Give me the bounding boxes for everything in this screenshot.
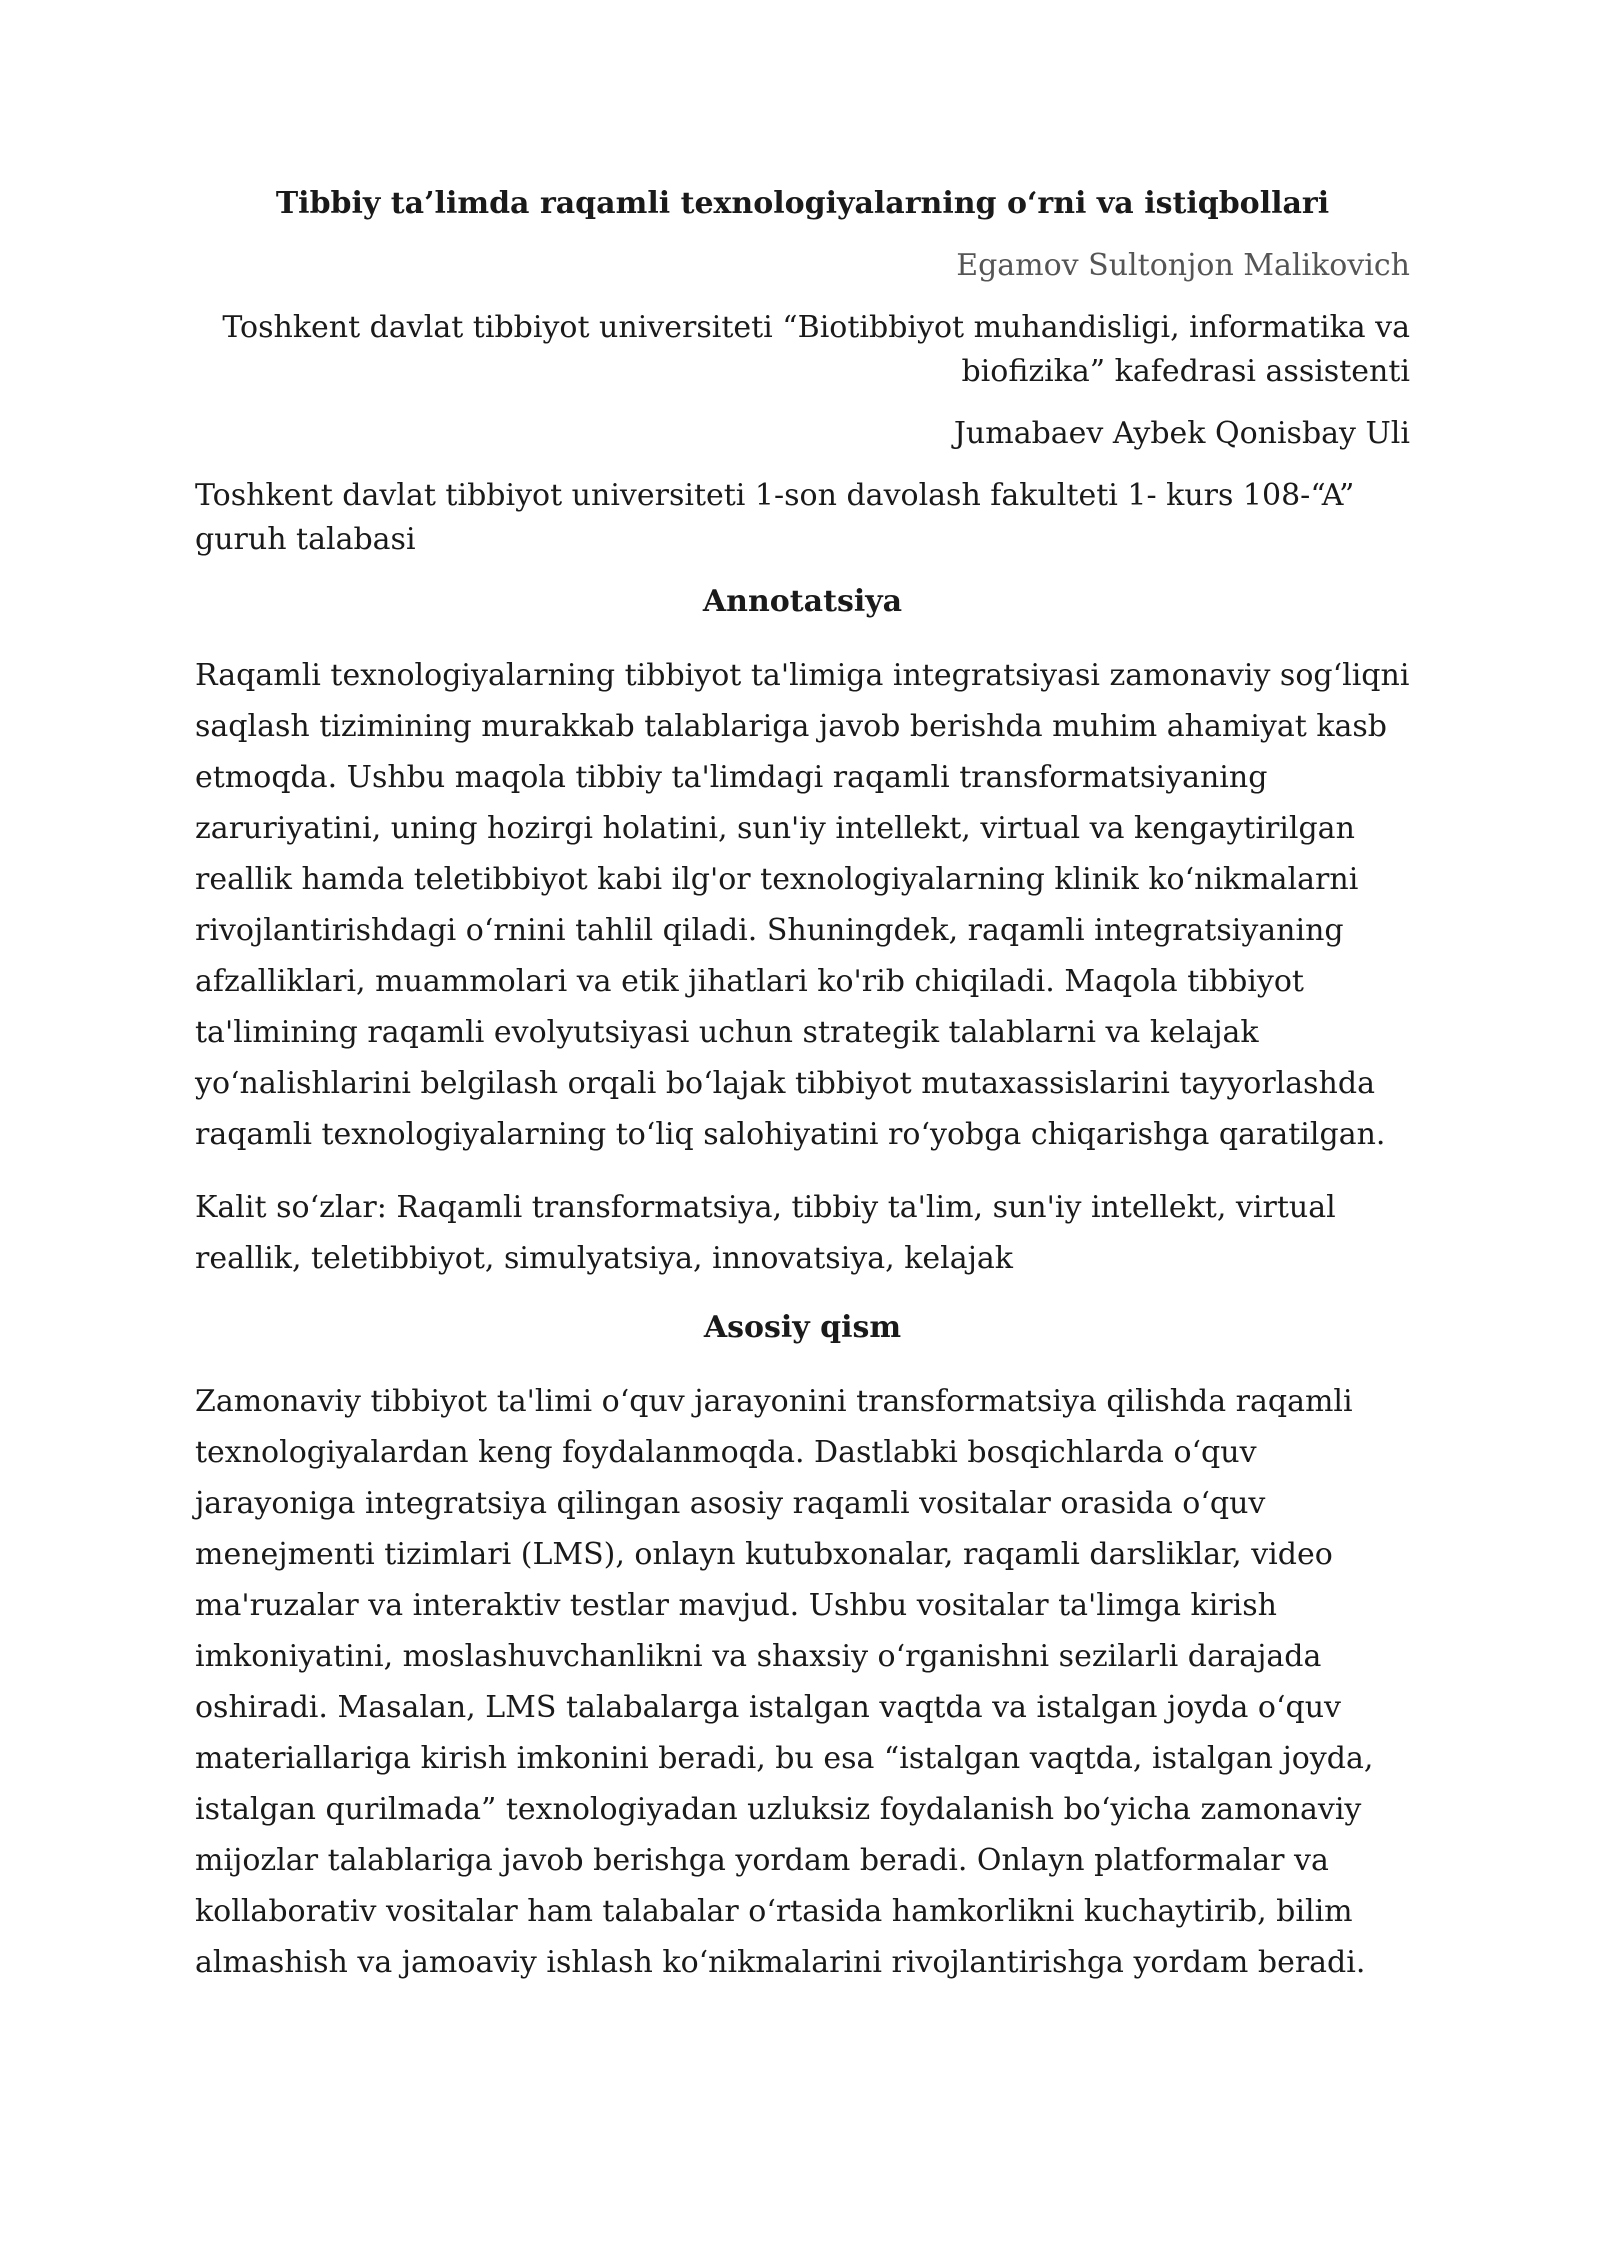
abstract-text: Raqamli texnologiyalarning tibbiyot ta'limiga integratsiyasi zamonaviy sog‘liqni saqlash tizimining murakkab talablariga javob berishda muhim ahamiyat kasb etmoqda. Ushbu maqola tibbiy ta'limdagi raqamli transformatsiyaning zaruriyatini, uning hozirgi holatini, sun'iy intellekt, virtual va kengaytirilgan reallik hamda teletibbiyot kabi ilg'or texnologiyalarning klinik ko‘nikmalarni rivojlantirishdagi o‘rnini tahlil qiladi. Shuningdek, raqamli integratsiyaning afzalliklari, muammolari va etik jihatlari ko'rib chiqiladi. Maqola tibbiyot ta'limining raqamli evolyutsiyasi uchun strategik talablarni va kelajak yo‘nalishlarini belgilash orqali bo‘lajak tibbiyot mutaxassislarini tayyorlashda raqamli texnologiyalarning to‘liq salohiyatini ro‘yobga chiqarishga qaratilgan. bbox=[195, 658, 1410, 1152]
article-title: Tibbiy ta’limda raqamli texnologiyalarning o‘rni va istiqbollari bbox=[275, 186, 1330, 221]
author1-name: Egamov Sultonjon Malikovich bbox=[956, 248, 1410, 283]
author2-name: Jumabaev Aybek Qonisbay Uli bbox=[953, 416, 1410, 451]
main-heading: Asosiy qism bbox=[703, 1310, 902, 1345]
author2-affiliation: Toshkent davlat tibbiyot universiteti 1-son davolash fakulteti 1- kurs 108-“A” guruh talabasi bbox=[195, 478, 1355, 557]
author1-affiliation: Toshkent davlat tibbiyot universiteti “Biotibbiyot muhandisligi, informatika va biofizika” kafedrasi assistenti bbox=[222, 310, 1410, 389]
main-text: Zamonaviy tibbiyot ta'limi o‘quv jarayonini transformatsiya qilishda raqamli texnologiyalardan keng foydalanmoqda. Dastlabki bosqichlarda o‘quv jarayoniga integratsiya qilingan asosiy raqamli vositalar orasida o‘quv menejmenti tizimlari (LMS), onlayn kutubxonalar, raqamli darsliklar, video ma'ruzalar va interaktiv testlar mavjud. Ushbu vositalar ta'limga kirish imkoniyatini, moslashuvchanlikni va shaxsiy o‘rganishni sezilarli darajada oshiradi. Masalan, LMS talabalarga istalgan vaqtda va istalgan joyda o‘quv materiallariga kirish imkonini beradi, bu esa “istalgan vaqtda, istalgan joyda, istalgan qurilmada” texnologiyadan uzluksiz foydalanish bo‘yicha zamonaviy mijozlar talablariga javob berishga yordam beradi. Onlayn platformalar va kollaborativ vositalar ham talabalar o‘rtasida hamkorlikni kuchaytirib, bilim almashish va jamoaviy ishlash ko‘nikmalarini rivojlantirishga yordam beradi. bbox=[195, 1384, 1374, 1980]
keywords: Kalit so‘zlar: Raqamli transformatsiya, tibbiy ta'lim, sun'iy intellekt, virtual reallik, teletibbiyot, simulyatsiya, innovatsiya, kelajak bbox=[195, 1190, 1336, 1276]
document-page bbox=[195, 182, 1410, 2010]
abstract-heading: Annotatsiya bbox=[702, 584, 903, 619]
